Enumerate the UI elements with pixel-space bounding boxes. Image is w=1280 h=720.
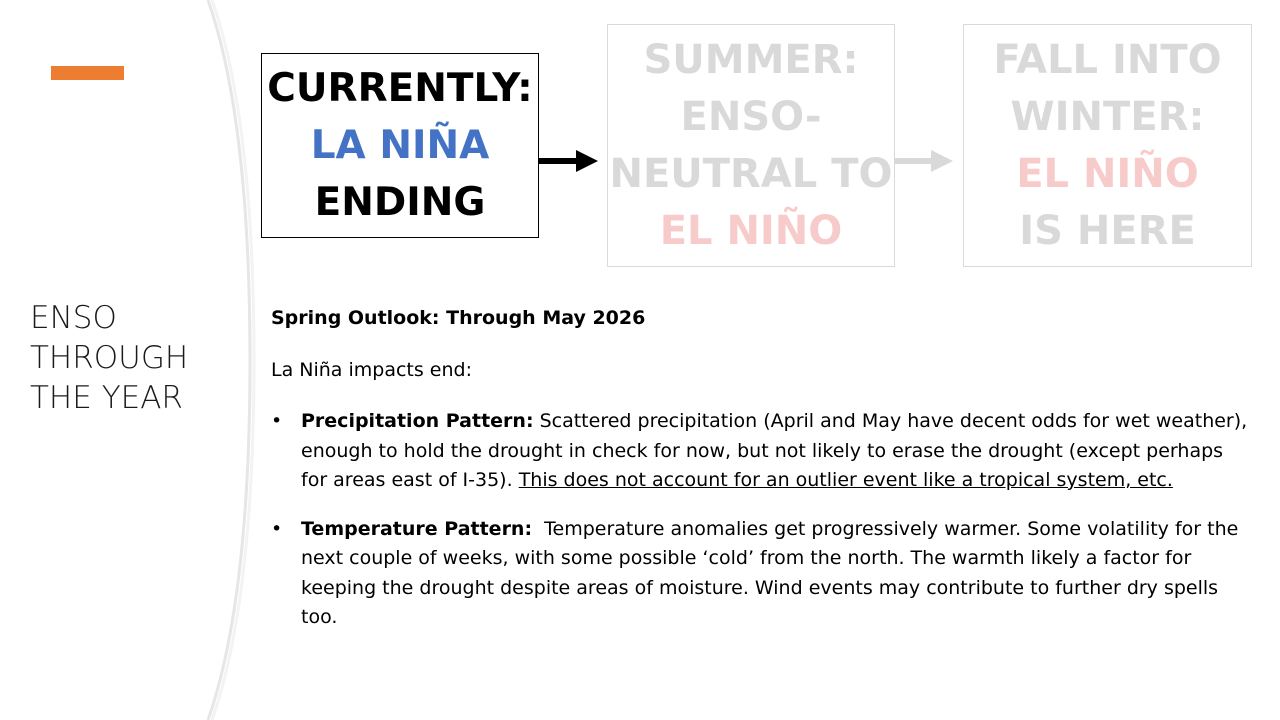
stage-current-line3: ENDING [314, 180, 486, 225]
bullet-underlined-note: This does not account for an outlier event like a tropical system, etc. [518, 469, 1173, 491]
outlook-title: Spring Outlook: Through May 2026 [271, 307, 646, 329]
arrow-right-icon [538, 147, 600, 177]
stage-fall-line2: WINTER: [1010, 93, 1205, 140]
bullet-dot: • [271, 517, 283, 540]
bullet-precipitation [271, 407, 1251, 496]
bullet-label: Precipitation Pattern: [301, 410, 534, 432]
section-title-line: THE YEAR [30, 380, 183, 416]
stage-current-box [261, 53, 539, 238]
stage-current-la-nina: LA NIÑA [310, 123, 490, 168]
stage-summer-line1: SUMMER: [643, 36, 859, 83]
stage-summer-box [607, 24, 895, 267]
bullet-text: Temperature anomalies get progressively warmer. Some volatility for the next couple of weeks, with some possible ‘cold’ from the north. The warmth likely a factor for keeping the drought despite areas of moisture. Wind events may contribute to further dry spells too. [301, 517, 1245, 628]
arrow-right-faded-icon [895, 147, 957, 177]
stage-summer-line3: NEUTRAL TO [609, 150, 893, 197]
stage-summer-line2: ENSO- [680, 93, 822, 140]
stage-fall-box [963, 24, 1252, 267]
bullet-dot: • [271, 410, 283, 432]
bullet-label: Temperature Pattern: [301, 517, 533, 540]
section-title-line: ENSO [30, 300, 117, 336]
outlook-content [271, 304, 1251, 652]
outlook-intro: La Niña impacts end: [271, 358, 473, 381]
stage-fall-el-nino: EL NIÑO [1016, 150, 1199, 197]
accent-bar [51, 66, 124, 80]
stage-current-line1: CURRENTLY: [267, 66, 533, 111]
bullet-temperature [271, 515, 1251, 633]
section-title [30, 298, 230, 418]
stage-fall-line1: FALL INTO [993, 36, 1222, 83]
section-title-line: THROUGH [30, 340, 189, 376]
stage-fall-line4: IS HERE [1019, 207, 1196, 254]
bullet-text: Scattered precipitation (April and May have decent odds for wet weather), enough to hold the drought in check for now, but not likely to erase the drought (except perhaps for areas east of I-35). [301, 410, 1248, 491]
stage-summer-el-nino: EL NIÑO [659, 207, 843, 254]
